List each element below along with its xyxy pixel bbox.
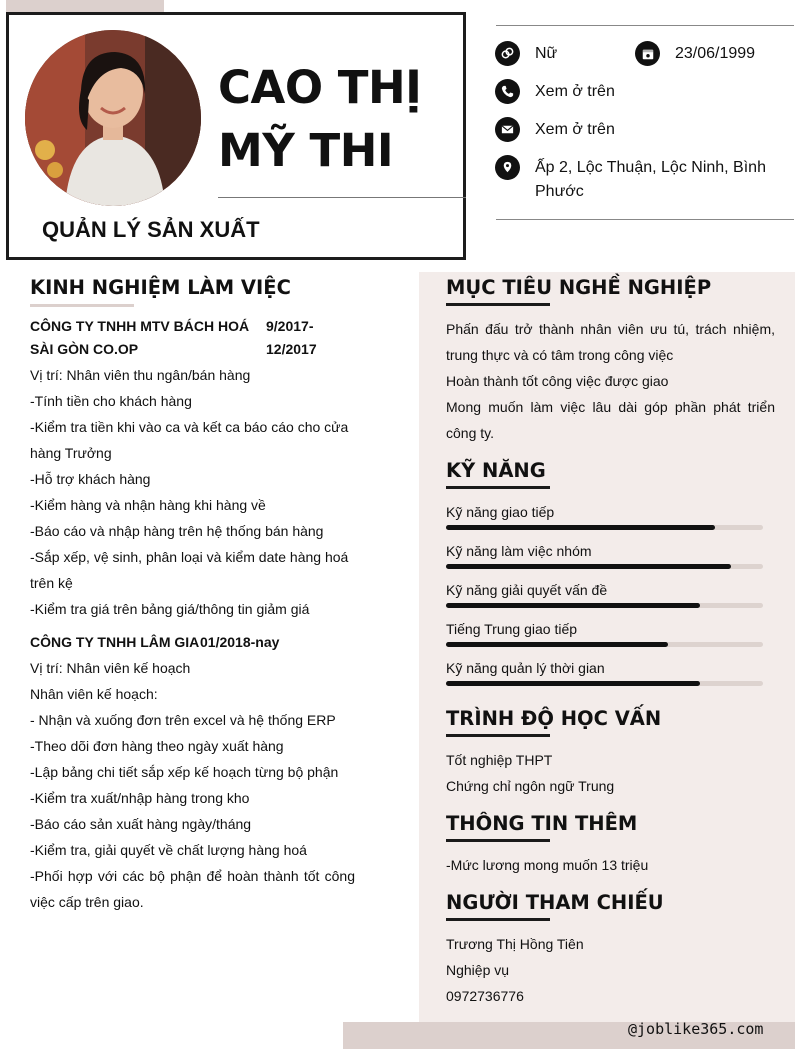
reference-details xyxy=(446,931,775,1009)
experience-underline xyxy=(30,304,134,307)
contact-divider-top xyxy=(496,25,794,26)
skill-bar-track xyxy=(446,681,763,686)
avatar-photo xyxy=(25,30,201,206)
extra-info-text: -Mức lương mong muốn 13 triệu xyxy=(446,857,649,873)
skill-bar-fill xyxy=(446,525,715,530)
name-divider xyxy=(218,197,466,198)
job-title: QUẢN LÝ SẢN XUẤT xyxy=(42,217,260,242)
skill-label: Kỹ năng giao tiếp xyxy=(446,504,555,520)
job1-line: -Sắp xếp, vệ sinh, phân loại và kiểm date hàng hoá trên kệ xyxy=(30,549,349,591)
objective-title: MỤC TIÊU NGHỀ NGHIỆP xyxy=(446,276,712,299)
job1-line: -Kiểm tra giá trên bảng giá/thông tin giảm giá xyxy=(30,601,310,617)
education-title: TRÌNH ĐỘ HỌC VẤN xyxy=(446,707,662,730)
name-line-2: MỸ THI xyxy=(218,124,394,177)
extra-info-title: THÔNG TIN THÊM xyxy=(446,812,638,835)
job2-line: Nhân viên kế hoạch: xyxy=(30,686,158,702)
job2-line: -Báo cáo sản xuất hàng ngày/tháng xyxy=(30,816,252,832)
education-underline xyxy=(446,734,550,737)
avatar xyxy=(25,30,201,206)
job2-line: -Theo dõi đơn hàng theo ngày xuất hàng xyxy=(30,738,284,754)
job1-line: -Hỗ trợ khách hàng xyxy=(30,471,151,487)
job1-line: -Báo cáo và nhập hàng trên hệ thống bán hàng xyxy=(30,523,324,539)
address-value: Ấp 2, Lộc Thuận, Lộc Ninh, Bình Phước xyxy=(535,159,766,200)
objective-line: Phấn đấu trở thành nhân viên ưu tú, trách nhiệm, trung thực và có tâm trong công việc xyxy=(446,321,775,363)
skills-underline xyxy=(446,486,550,489)
location-icon xyxy=(495,155,520,180)
reference-role: Nghiệp vụ xyxy=(446,962,510,978)
skill-item xyxy=(446,621,763,647)
job2-company: CÔNG TY TNHH LÂM GIA xyxy=(30,634,200,650)
dob-value: 23/06/1999 xyxy=(675,45,756,62)
gender-value: Nữ xyxy=(535,45,558,62)
skill-bar-fill xyxy=(446,564,731,569)
contact-divider-bottom xyxy=(496,219,794,220)
job2-line: -Kiểm tra, giải quyết về chất lượng hàng hoá xyxy=(30,842,307,858)
job2-line: -Lập bảng chi tiết sắp xếp kế hoạch từng bộ phận xyxy=(30,764,339,780)
skill-label: Tiếng Trung giao tiếp xyxy=(446,621,578,637)
reference-phone: 0972736776 xyxy=(446,988,524,1004)
extra-info-underline xyxy=(446,839,550,842)
job2-line: - Nhận và xuống đơn trên excel và hệ thống ERP xyxy=(30,712,336,728)
name-line-1: CAO THỊ xyxy=(218,61,422,114)
skill-item xyxy=(446,660,763,686)
phone-value: Xem ở trên xyxy=(535,83,615,100)
skill-bar-fill xyxy=(446,642,668,647)
objective-underline xyxy=(446,303,550,306)
skill-bar-track xyxy=(446,603,763,608)
objective-line: Hoàn thành tốt công việc được giao xyxy=(446,373,669,389)
skill-label: Kỹ năng làm việc nhóm xyxy=(446,543,592,559)
job1-period: 9/2017- 12/2017 xyxy=(266,318,317,357)
email-icon xyxy=(495,117,520,142)
skill-item xyxy=(446,582,763,608)
job2-details xyxy=(30,655,355,915)
candidate-name xyxy=(218,56,421,182)
education-list xyxy=(446,747,775,799)
job2-line: -Kiểm tra xuất/nhập hàng trong kho xyxy=(30,790,250,806)
skill-item xyxy=(446,504,763,530)
skill-label: Kỹ năng quản lý thời gian xyxy=(446,660,605,676)
email-value: Xem ở trên xyxy=(535,121,615,138)
watermark: @joblike365.com xyxy=(628,1020,764,1038)
job2-line: -Phối hợp với các bộ phận để hoàn thành tốt công việc cấp trên giao. xyxy=(30,868,355,910)
job1-line: -Kiểm hàng và nhận hàng khi hàng về xyxy=(30,497,266,513)
job2-period: 01/2018-nay xyxy=(200,634,280,650)
skill-bar-fill xyxy=(446,603,700,608)
objective-text xyxy=(446,316,775,446)
job1-company: CÔNG TY TNHH MTV BÁCH HOÁ SÀI GÒN CO.OP xyxy=(30,318,250,357)
reference-underline xyxy=(446,918,550,921)
objective-line: Mong muốn làm việc lâu dài góp phần phát triển công ty. xyxy=(446,399,775,441)
skill-bar-track xyxy=(446,564,763,569)
skill-bar-track xyxy=(446,642,763,647)
job1-details xyxy=(30,362,355,622)
job1-line: -Tính tiền cho khách hàng xyxy=(30,393,192,409)
skill-label: Kỹ năng giải quyết vấn đề xyxy=(446,582,608,598)
job2-line: Vị trí: Nhân viên kế hoạch xyxy=(30,660,191,676)
job1-line: -Kiểm tra tiền khi vào ca và kết ca báo cáo cho cửa hàng Trưởng xyxy=(30,419,349,461)
education-item: Chứng chỉ ngôn ngữ Trung xyxy=(446,778,615,794)
skill-bar-track xyxy=(446,525,763,530)
reference-title: NGƯỜI THAM CHIẾU xyxy=(446,891,664,914)
skill-item xyxy=(446,543,763,569)
calendar-icon xyxy=(635,41,660,66)
gender-icon xyxy=(495,41,520,66)
reference-name: Trương Thị Hồng Tiên xyxy=(446,936,584,952)
skill-bar-fill xyxy=(446,681,700,686)
education-item: Tốt nghiệp THPT xyxy=(446,752,553,768)
skills-title: KỸ NĂNG xyxy=(446,459,546,482)
experience-title: KINH NGHIỆM LÀM VIỆC xyxy=(30,276,291,299)
job1-line: Vị trí: Nhân viên thu ngân/bán hàng xyxy=(30,367,251,383)
phone-icon xyxy=(495,79,520,104)
